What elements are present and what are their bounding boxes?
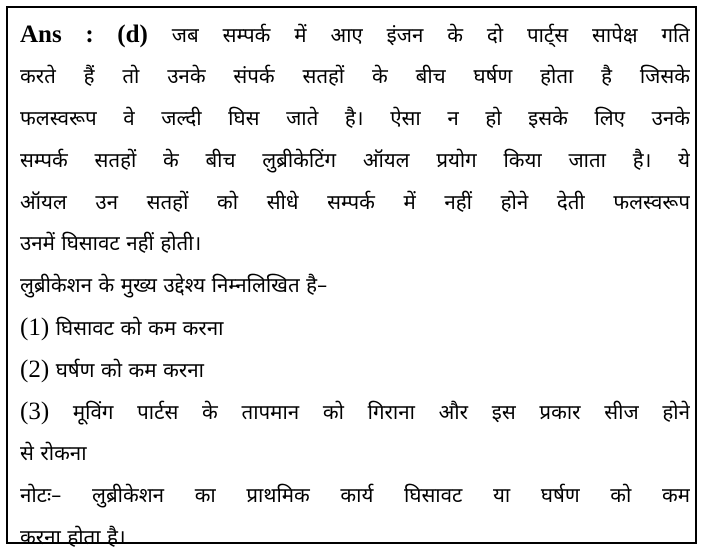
answer-line-3: फलस्वरूप वे जल्दी घिस जाते है। ऐसा न हो इसके लिए उनके — [20, 105, 690, 130]
objective-number: (2) — [20, 356, 50, 384]
answer-line-2: करते हैं तो उनके संपर्क सतहों के बीच घर्षण होता है जिसके — [20, 63, 690, 88]
note-line-2: करना होता है। — [20, 524, 126, 549]
answer-content — [20, 14, 690, 559]
answer-line-1 — [20, 14, 690, 56]
answer-line-5: ऑयल उन सतहों को सीधे सम्पर्क में नहीं होने देती फलस्वरूप — [20, 189, 690, 214]
note-line-1: नोटः– लुब्रीकेशन का प्राथमिक कार्य घिसावट या घर्षण को कम — [20, 482, 690, 507]
objective-number: (3) — [20, 398, 50, 426]
answer-line-6: उनमें घिसावट नहीं होती। — [20, 231, 202, 256]
objective-text: मूविंग पार्टस के तापमान को गिराना और इस प्रकार सीज होने — [72, 400, 690, 425]
objective-item-3-continued: से रोकना — [20, 440, 87, 465]
objective-item-2 — [20, 349, 690, 391]
objective-item-3 — [20, 391, 690, 433]
objective-number: (1) — [20, 314, 50, 342]
objective-text: घिसावट को कम करना — [55, 316, 224, 341]
answer-label: Ans : (d) — [20, 21, 148, 48]
objectives-heading: लुब्रीकेशन के मुख्य उद्देश्य निम्नलिखित है– — [20, 273, 328, 298]
answer-box — [6, 6, 697, 549]
objective-item-1 — [20, 307, 690, 349]
answer-line-4: सम्पर्क सतहों के बीच लुब्रीकेटिंग ऑयल प्रयोग किया जाता है। ये — [20, 147, 690, 172]
objective-text: घर्षण को कम करना — [55, 358, 204, 383]
answer-text-1: जब सम्पर्क में आए इंजन के दो पार्ट्स सापेक्ष गति — [171, 23, 690, 47]
